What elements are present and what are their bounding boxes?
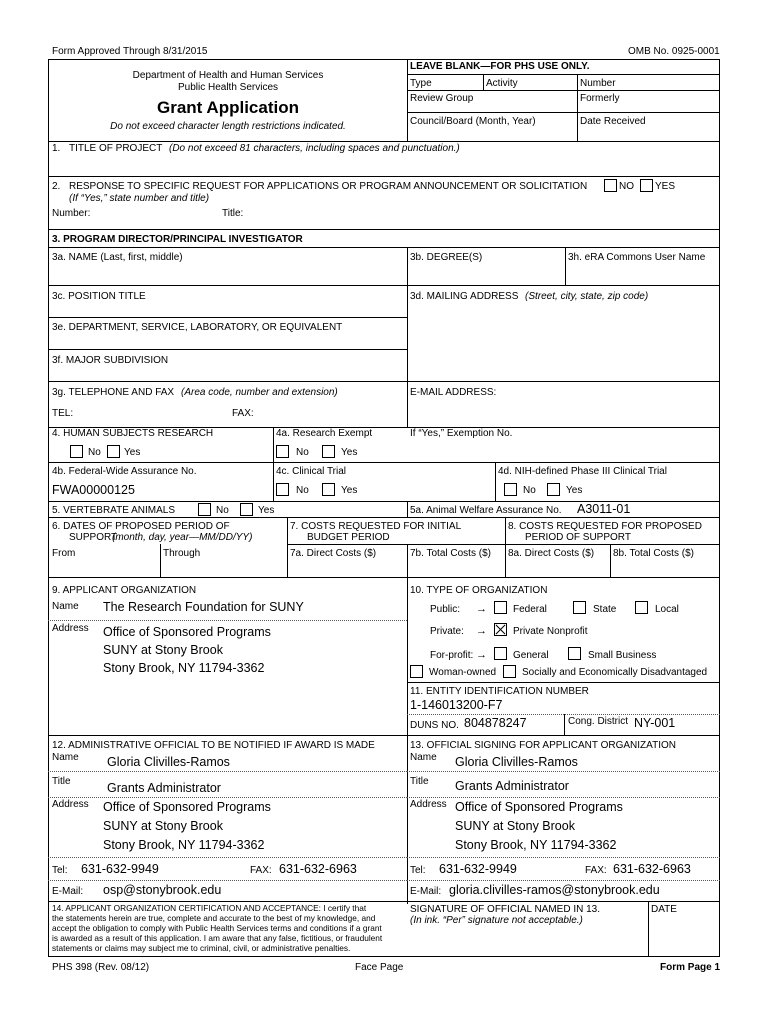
header-instructions: Do not exceed character length restrictions indicated. [110, 121, 346, 132]
pi-heading: 3. PROGRAM DIRECTOR/PRINCIPAL INVESTIGATOR [52, 234, 303, 245]
applicant-name-value[interactable]: The Research Foundation for SUNY [103, 600, 304, 614]
exempt-no-label: No [296, 447, 309, 458]
certification-line-5: statements or claims may subject me to criminal, civil, or administrative penalties. [52, 943, 351, 953]
phase3-no-checkbox[interactable] [504, 483, 517, 496]
admin-name-label: Name [52, 752, 79, 763]
phase3-label: 4d. NIH-defined Phase III Clinical Trial [498, 466, 667, 477]
pi-era-field[interactable]: 3h. eRA Commons User Name [568, 252, 706, 263]
applicant-address-2[interactable]: SUNY at Stony Brook [103, 643, 223, 657]
signing-address-2[interactable]: SUNY at Stony Brook [455, 819, 575, 833]
pi-subdivision-field[interactable]: 3f. MAJOR SUBDIVISION [52, 355, 169, 366]
form-approved-date: Form Approved Through 8/31/2015 [52, 46, 208, 57]
review-group-field[interactable]: Review Group [410, 93, 474, 104]
dates-note: (month, day, year—MM/DD/YY) [112, 532, 253, 543]
certification-line-4: is awarded as a result of this application. I am aware that any false, fictitious, or fraudulent [52, 933, 383, 943]
vertebrate-label: 5. VERTEBRATE ANIMALS [52, 505, 176, 516]
face-page-label: Face Page [355, 962, 404, 973]
public-label: Public: [430, 604, 461, 615]
s2-label: RESPONSE TO SPECIFIC REQUEST FOR APPLICATIONS OR PROGRAM ANNOUNCEMENT OR SOLICITATION [69, 181, 588, 192]
admin-address-2[interactable]: SUNY at Stony Brook [103, 819, 223, 833]
s2-title-field[interactable]: Title: [222, 208, 244, 219]
date-field[interactable]: DATE [651, 904, 677, 915]
clinical-no-label: No [296, 485, 309, 496]
type-field[interactable]: Type [410, 78, 432, 89]
signing-name-value[interactable]: Gloria Clivilles-Ramos [455, 755, 578, 769]
proposed-costs-label: 8. COSTS REQUESTED FOR PROPOSED [508, 521, 702, 532]
signing-title-label: Title [410, 776, 429, 787]
human-subjects-no-label: No [88, 447, 101, 458]
small-business-checkbox[interactable] [568, 647, 581, 660]
pi-tel-field[interactable]: TEL: [52, 408, 74, 419]
applicant-address-1[interactable]: Office of Sponsored Programs [103, 625, 271, 639]
vertebrate-yes-label: Yes [258, 505, 275, 516]
project-title-label: TITLE OF PROJECT [69, 143, 163, 154]
admin-address-1[interactable]: Office of Sponsored Programs [103, 800, 271, 814]
forprofit-label: For-profit: [430, 650, 474, 661]
s2-no-checkbox[interactable] [604, 179, 617, 192]
exempt-yes-checkbox[interactable] [322, 445, 335, 458]
org-type-label: 10. TYPE OF ORGANIZATION [410, 585, 548, 596]
phase3-yes-checkbox[interactable] [547, 483, 560, 496]
initial-direct-costs-field[interactable]: 7a. Direct Costs ($) [290, 548, 377, 559]
leave-blank-heading: LEAVE BLANK—FOR PHS USE ONLY. [410, 61, 590, 72]
cong-district-value[interactable]: NY-001 [634, 716, 676, 730]
admin-tel-value[interactable]: 631-632-9949 [81, 862, 159, 876]
arrow-icon: → [476, 625, 487, 637]
duns-value[interactable]: 804878247 [464, 716, 527, 730]
admin-email-value[interactable]: osp@stonybrook.edu [103, 883, 222, 897]
entity-id-label: 11. ENTITY IDENTIFICATION NUMBER [410, 686, 589, 697]
duns-label: DUNS NO. [410, 720, 459, 731]
admin-address-3[interactable]: Stony Brook, NY 11794-3362 [103, 838, 265, 852]
pi-email-field[interactable]: E-MAIL ADDRESS: [410, 387, 497, 398]
admin-fax-label: FAX: [250, 865, 272, 876]
pi-fax-field[interactable]: FAX: [232, 408, 254, 419]
signing-fax-label: FAX: [585, 865, 607, 876]
applicant-address-label: Address [52, 623, 89, 634]
admin-tel-label: Tel: [52, 865, 68, 876]
department-name: Department of Health and Human Services [132, 70, 324, 81]
certification-line-3: accept the obligation to comply with Public Health Services terms and conditions if a grant [52, 923, 382, 933]
private-label: Private: [430, 626, 464, 637]
general-label: General [513, 650, 549, 661]
applicant-name-label: Name [52, 601, 79, 612]
signing-email-value[interactable]: gloria.clivilles-ramos@stonybrook.edu [449, 883, 660, 897]
through-field[interactable]: Through [163, 548, 201, 559]
certification-line-2: the statements herein are true, complete and accurate to the best of my knowledge, and [52, 913, 376, 923]
admin-official-label: 12. ADMINISTRATIVE OFFICIAL TO BE NOTIFIED IF AWARD IS MADE [52, 740, 375, 751]
admin-address-label: Address [52, 799, 89, 810]
human-subjects-label: 4. HUMAN SUBJECTS RESEARCH [52, 428, 214, 439]
s1-number: 1. [52, 143, 61, 154]
s2-number: 2. [52, 181, 61, 192]
proposed-direct-costs-field[interactable]: 8a. Direct Costs ($) [508, 548, 595, 559]
certification-line-1: 14. APPLICANT ORGANIZATION CERTIFICATION AND ACCEPTANCE: I certify that [52, 903, 367, 913]
signing-email-label: E-Mail: [410, 886, 442, 897]
entity-id-value[interactable]: 1-146013200-F7 [410, 698, 503, 712]
pi-address-field[interactable]: 3d. MAILING ADDRESS [410, 291, 519, 302]
signing-title-value[interactable]: Grants Administrator [455, 779, 569, 793]
clinical-no-checkbox[interactable] [276, 483, 289, 496]
page-title: Grant Application [157, 98, 299, 117]
dates-label: 6. DATES OF PROPOSED PERIOD OF [52, 521, 230, 532]
activity-field[interactable]: Activity [486, 78, 518, 89]
date-received-field[interactable]: Date Received [580, 116, 646, 127]
initial-costs-label-2: BUDGET PERIOD [307, 532, 390, 543]
local-checkbox[interactable] [635, 601, 648, 614]
phs-name: Public Health Services [177, 82, 279, 93]
signing-address-3[interactable]: Stony Brook, NY 11794-3362 [455, 838, 617, 852]
proposed-costs-label-2: PERIOD OF SUPPORT [525, 532, 631, 543]
exempt-no-checkbox[interactable] [276, 445, 289, 458]
animal-welfare-label: 5a. Animal Welfare Assurance No. [410, 505, 562, 516]
admin-fax-value[interactable]: 631-632-6963 [279, 862, 357, 876]
s2-yes-label: YES [655, 181, 676, 192]
from-field[interactable]: From [52, 548, 76, 559]
signing-name-label: Name [410, 752, 437, 763]
disadvantaged-label: Socially and Economically Disadvantaged [522, 667, 708, 678]
admin-title-value[interactable]: Grants Administrator [107, 781, 221, 795]
clinical-yes-label: Yes [341, 485, 358, 496]
pi-position-field[interactable]: 3c. POSITION TITLE [52, 291, 146, 302]
research-exempt-label: 4a. Research Exempt [276, 428, 373, 439]
s2-yes-checkbox[interactable] [640, 179, 653, 192]
cong-district-label: Cong. District [568, 716, 629, 727]
formerly-field[interactable]: Formerly [580, 93, 620, 104]
admin-email-label: E-Mail: [52, 886, 84, 897]
phase3-no-label: No [523, 485, 536, 496]
pi-address-note: (Street, city, state, zip code) [525, 291, 649, 302]
council-field[interactable]: Council/Board (Month, Year) [410, 116, 536, 127]
human-subjects-yes-label: Yes [124, 447, 141, 458]
admin-title-label: Title [52, 776, 71, 787]
small-business-label: Small Business [588, 650, 657, 661]
exemption-no-field[interactable]: If “Yes,” Exemption No. [410, 428, 513, 439]
woman-owned-checkbox[interactable] [410, 665, 423, 678]
form-revision: PHS 398 (Rev. 08/12) [52, 962, 150, 973]
applicant-org-label: 9. APPLICANT ORGANIZATION [52, 585, 197, 596]
signing-address-1[interactable]: Office of Sponsored Programs [455, 800, 623, 814]
human-subjects-no-checkbox[interactable] [70, 445, 83, 458]
initial-total-costs-field[interactable]: 7b. Total Costs ($) [410, 548, 491, 559]
s2-number-field[interactable]: Number: [52, 208, 91, 219]
federal-label: Federal [513, 604, 547, 615]
pi-degree-field[interactable]: 3b. DEGREE(S) [410, 252, 483, 263]
signing-tel-value[interactable]: 631-632-9949 [439, 862, 517, 876]
proposed-total-costs-field[interactable]: 8b. Total Costs ($) [613, 548, 694, 559]
animal-welfare-value[interactable]: A3011-01 [577, 502, 631, 516]
vertebrate-no-checkbox[interactable] [198, 503, 211, 516]
omb-number: OMB No. 0925-0001 [628, 46, 720, 57]
signature-note: (In ink. “Per” signature not acceptable.) [410, 915, 583, 926]
signing-fax-value[interactable]: 631-632-6963 [613, 862, 691, 876]
human-subjects-yes-checkbox[interactable] [107, 445, 120, 458]
state-label: State [593, 604, 617, 615]
general-checkbox[interactable] [494, 647, 507, 660]
admin-name-value[interactable]: Gloria Clivilles-Ramos [107, 755, 230, 769]
clinical-trial-label: 4c. Clinical Trial [276, 466, 347, 477]
pi-phone-label: 3g. TELEPHONE AND FAX [52, 387, 175, 398]
fwa-value[interactable]: FWA00000125 [52, 483, 135, 497]
exempt-yes-label: Yes [341, 447, 358, 458]
private-nonprofit-checkbox[interactable] [494, 623, 507, 636]
pi-name-field[interactable]: 3a. NAME (Last, first, middle) [52, 252, 183, 263]
vertebrate-yes-checkbox[interactable] [240, 503, 253, 516]
state-checkbox[interactable] [573, 601, 586, 614]
number-field[interactable]: Number [580, 78, 616, 89]
federal-checkbox[interactable] [494, 601, 507, 614]
s2-note: (If “Yes,” state number and title) [69, 193, 210, 204]
private-nonprofit-label: Private Nonprofit [513, 626, 588, 637]
s2-no-label: NO [619, 181, 634, 192]
fwa-label: 4b. Federal-Wide Assurance No. [52, 466, 197, 477]
disadvantaged-checkbox[interactable] [503, 665, 516, 678]
woman-owned-label: Woman-owned [429, 667, 497, 678]
arrow-icon: → [476, 649, 487, 661]
signing-tel-label: Tel: [410, 865, 426, 876]
signing-address-label: Address [410, 799, 447, 810]
local-label: Local [655, 604, 679, 615]
arrow-icon: → [476, 603, 487, 615]
vertebrate-no-label: No [216, 505, 229, 516]
project-title-note: (Do not exceed 81 characters, including spaces and punctuation.) [169, 143, 460, 154]
initial-costs-label: 7. COSTS REQUESTED FOR INITIAL [290, 521, 462, 532]
signature-label: SIGNATURE OF OFFICIAL NAMED IN 13. [410, 904, 601, 915]
signing-official-label: 13. OFFICIAL SIGNING FOR APPLICANT ORGANIZATION [410, 740, 676, 751]
form-page-number: Form Page 1 [660, 962, 721, 973]
phase3-yes-label: Yes [566, 485, 583, 496]
dates-label-2: SUPPORT [69, 532, 118, 543]
applicant-address-3[interactable]: Stony Brook, NY 11794-3362 [103, 661, 265, 675]
pi-department-field[interactable]: 3e. DEPARTMENT, SERVICE, LABORATORY, OR EQUIVALENT [52, 322, 343, 333]
pi-phone-note: (Area code, number and extension) [181, 387, 338, 398]
clinical-yes-checkbox[interactable] [322, 483, 335, 496]
